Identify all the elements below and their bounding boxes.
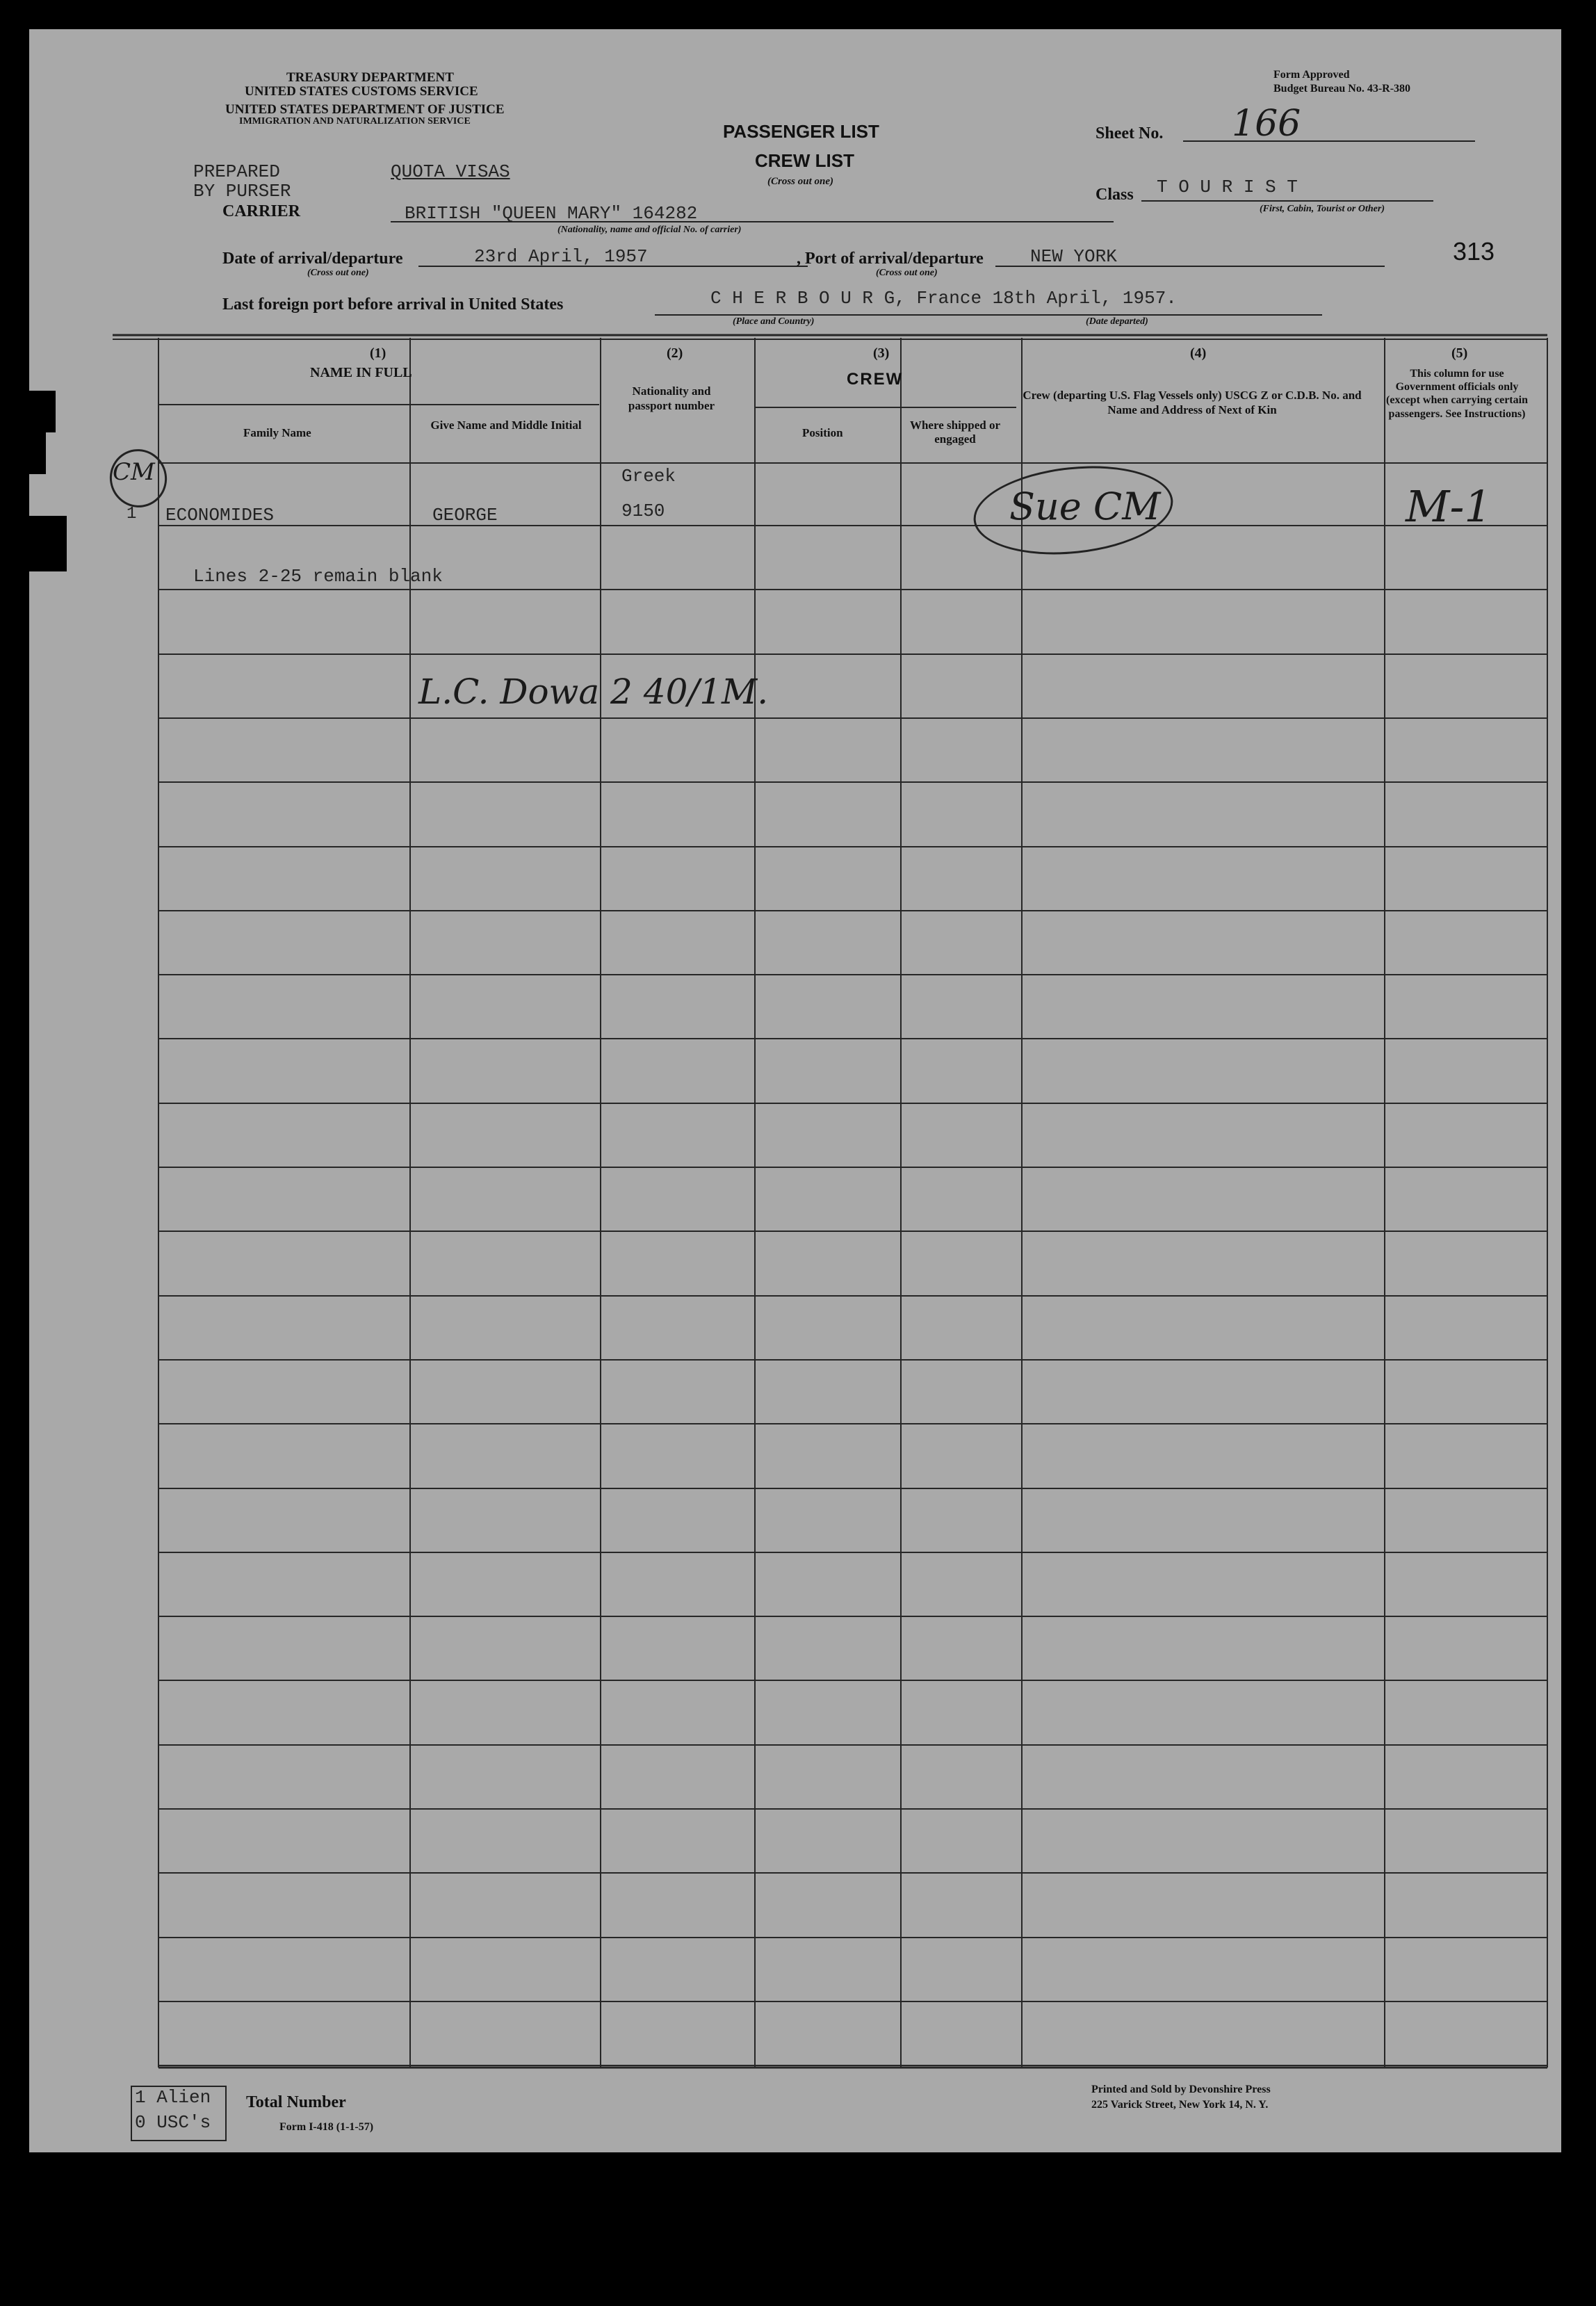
margin-mark: CM: [113, 458, 155, 486]
port-label: , Port of arrival/departure: [797, 250, 984, 268]
entry-line-number: 1: [127, 505, 137, 523]
col3b-where-shipped: Where shipped or engaged: [909, 419, 1001, 446]
date-hint: (Date departed): [1086, 316, 1148, 327]
col4-number: (4): [1190, 346, 1207, 361]
col1b-given-name: Give Name and Middle Initial: [430, 419, 582, 432]
col1-number: (1): [370, 346, 386, 361]
dept-customs: UNITED STATES CUSTOMS SERVICE: [245, 84, 478, 99]
prepared-line2: BY PURSER: [193, 181, 291, 202]
arrival-hint: (Cross out one): [307, 268, 369, 278]
title-passenger-list: PASSENGER LIST: [723, 121, 879, 142]
sheet-number: 166: [1232, 103, 1301, 145]
prepared-line1: PREPARED: [193, 161, 280, 182]
dept-justice: UNITED STATES DEPARTMENT OF JUSTICE: [225, 102, 505, 117]
entry-nationality: Greek: [621, 466, 676, 487]
signature: L.C. Dowa 2 40/1M.: [418, 672, 769, 712]
form-approved: Form Approved: [1273, 69, 1350, 81]
blank-lines-note: Lines 2-25 remain blank: [193, 566, 443, 587]
col2-number: (2): [667, 346, 683, 361]
printer-address: 225 Varick Street, New York 14, N. Y.: [1091, 2099, 1269, 2111]
dept-immigration: IMMIGRATION AND NATURALIZATION SERVICE: [239, 116, 471, 127]
quota-visas: QUOTA VISAS: [391, 161, 510, 182]
form-number: Form I-418 (1-1-57): [279, 2121, 374, 2133]
entry-given-name: GEORGE: [432, 505, 498, 526]
class-value: T O U R I S T: [1157, 177, 1298, 197]
total-usc: 0 USC's: [135, 2112, 211, 2133]
col4-title: Crew (departing U.S. Flag Vessels only) USCG Z or C.D.B. No. and Name and Address of Next of Kin: [1023, 389, 1362, 417]
printer-name: Printed and Sold by Devonshire Press: [1091, 2084, 1271, 2095]
sheet-label: Sheet No.: [1096, 124, 1164, 143]
col3a-position: Position: [802, 426, 843, 439]
dept-treasury: TREASURY DEPARTMENT: [286, 70, 454, 85]
col1-title: NAME IN FULL: [310, 365, 412, 380]
total-number-label: Total Number: [246, 2093, 346, 2111]
form-sheet: [29, 29, 1561, 2152]
col5-title: This column for use Government officials only (except when carrying certain passengers. See Instructions): [1386, 368, 1528, 420]
stamp-initials: Sue CM: [1009, 485, 1161, 528]
carrier-hint: (Nationality, name and official No. of carrier): [557, 225, 742, 235]
port-value: NEW YORK: [1030, 246, 1117, 267]
col3-title: CREW: [847, 370, 904, 389]
port-hint: (Cross out one): [876, 268, 938, 278]
arrival-label: Date of arrival/departure: [222, 250, 403, 268]
last-port-value: C H E R B O U R G, France 18th April, 1957.: [710, 288, 1177, 309]
arrival-value: 23rd April, 1957: [474, 246, 648, 267]
title-crew-list: CREW LIST: [755, 150, 854, 171]
entry-passport: 9150: [621, 501, 665, 521]
class-hint: (First, Cabin, Tourist or Other): [1260, 204, 1385, 214]
col5-number: (5): [1451, 346, 1468, 361]
title-cross-out: (Cross out one): [767, 176, 834, 187]
carrier-value: BRITISH "QUEEN MARY" 164282: [405, 203, 698, 224]
page-number: 313: [1453, 237, 1495, 266]
entry-family-name: ECONOMIDES: [165, 505, 275, 526]
col1a-family-name: Family Name: [243, 426, 311, 439]
budget-bureau: Budget Bureau No. 43-R-380: [1273, 83, 1411, 95]
total-alien: 1 Alien: [135, 2087, 211, 2108]
place-hint: (Place and Country): [733, 316, 815, 327]
carrier-label: CARRIER: [222, 202, 301, 220]
class-label: Class: [1096, 186, 1134, 204]
col2-title: Nationality and passport number: [628, 384, 715, 413]
last-port-label: Last foreign port before arrival in United States: [222, 295, 564, 314]
table-grid: [29, 29, 1561, 2152]
entry-col5-mark: M-1: [1406, 481, 1492, 532]
col3-number: (3): [873, 346, 890, 361]
